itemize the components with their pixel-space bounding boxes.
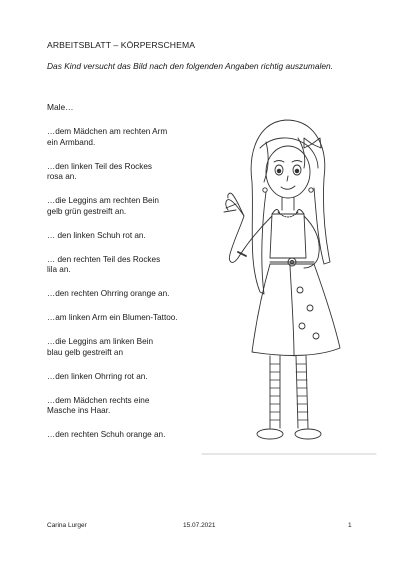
earring-right bbox=[309, 188, 313, 192]
leg-right bbox=[296, 356, 308, 428]
instruction-item: …am linken Arm ein Blumen-Tattoo. bbox=[47, 313, 178, 322]
leg-left bbox=[270, 356, 280, 428]
instruction-item: …die Leggins am rechten Bein gelb grün gestreift an. bbox=[47, 196, 159, 216]
earring-left bbox=[263, 188, 267, 192]
instruction-item: … den linken Schuh rot an. bbox=[47, 230, 146, 240]
instruction-list bbox=[47, 127, 217, 454]
instruction-item: …die Leggins am linken Bein blau gelb gestreift an bbox=[47, 337, 154, 357]
page-title: ARBEITSBLATT – KÖRPERSCHEMA bbox=[47, 40, 196, 50]
instruction-item: …dem Mädchen am rechten Arm ein Armband. bbox=[47, 127, 168, 147]
shoe-left bbox=[257, 429, 283, 439]
necklace bbox=[278, 212, 298, 217]
instruction-item: … den rechten Teil des Rockes lila an. bbox=[47, 254, 161, 274]
instruction-item: …dem Mädchen rechts eine Masche ins Haar. bbox=[47, 395, 150, 415]
mouth bbox=[281, 186, 295, 189]
instruction-item: …den rechten Ohrring orange an. bbox=[47, 289, 170, 298]
page-number: 1 bbox=[348, 522, 352, 529]
hair-bow bbox=[304, 138, 321, 148]
leggings-stripes bbox=[270, 364, 308, 420]
face bbox=[266, 146, 310, 198]
instruction-item: …den linken Teil des Rockes rosa an. bbox=[47, 161, 152, 181]
shoe-right bbox=[295, 429, 321, 439]
intro-text: Das Kind versucht das Bild nach den folgenden Angaben richtig auszumalen. bbox=[47, 61, 334, 71]
footer-date: 15.07.2021 bbox=[183, 522, 216, 529]
dress-bodice bbox=[270, 214, 306, 258]
girl-illustration bbox=[200, 112, 380, 462]
instruction-item: …den linken Ohrring rot an. bbox=[47, 371, 148, 381]
footer-author: Carina Lurger bbox=[47, 522, 87, 529]
dress-skirt bbox=[252, 264, 340, 355]
lead-text: Male… bbox=[47, 102, 74, 112]
instruction-item: …den rechten Schuh orange an. bbox=[47, 430, 166, 439]
arm-waving bbox=[229, 216, 272, 262]
skirt-pattern bbox=[297, 287, 319, 339]
